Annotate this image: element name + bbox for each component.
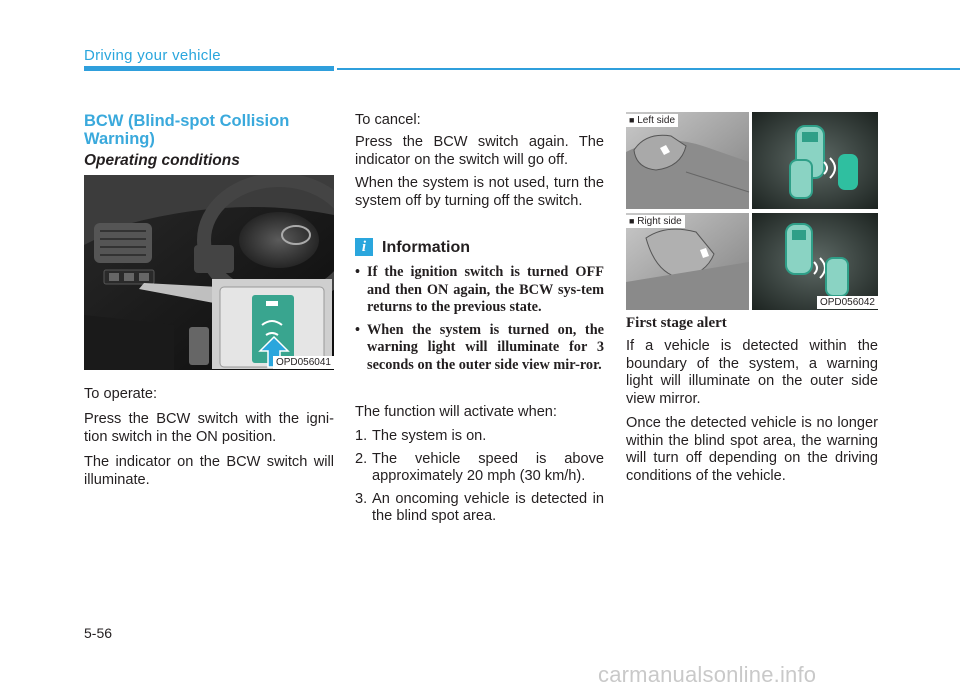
list-item bbox=[355, 491, 604, 526]
info-icon: i bbox=[355, 238, 373, 256]
watermark: carmanualsonline.info bbox=[598, 662, 817, 687]
header-bar bbox=[84, 66, 334, 71]
indicator-text: The indicator on the BCW switch will illuminate. bbox=[84, 454, 334, 488]
operate-text: Press the BCW switch with the igni-tion switch in the ON position. bbox=[84, 411, 334, 445]
figure-code: OPD056042 bbox=[817, 296, 878, 309]
list-item: • If the ignition switch is turned OFF and then ON again, the BCW sys-tem returns to the previous state. bbox=[355, 264, 604, 317]
dashboard-figure bbox=[84, 175, 334, 370]
cancel-label: To cancel: bbox=[355, 112, 421, 128]
alert-heading: First stage alert bbox=[626, 315, 727, 331]
mirror-illustration bbox=[626, 112, 878, 310]
info-bullets bbox=[355, 264, 604, 379]
list-item bbox=[355, 451, 604, 486]
section-heading: BCW (Blind-spot Collision Warning) bbox=[84, 112, 290, 148]
activate-intro: The function will activate when: bbox=[355, 404, 557, 420]
section-title: Driving your vehicle bbox=[84, 47, 221, 64]
step-number: 2. bbox=[355, 450, 368, 467]
step-number: 3. bbox=[355, 490, 368, 507]
alert-text-1: If a vehicle is detected within the boundary of the system, a warning light will illuminate on the outer side view mirror. bbox=[626, 338, 878, 407]
label-text: Left side bbox=[637, 115, 676, 126]
step-number: 1. bbox=[355, 428, 368, 444]
mirror-figure bbox=[626, 112, 878, 310]
turn-off-text: When the system is not used, turn the system off by turning off the switch. bbox=[355, 175, 604, 209]
label-text: Right side bbox=[637, 216, 682, 227]
list-item: • When the system is turned on, the warning light will illuminate for 3 seconds on the outer side view mir-ror. bbox=[355, 322, 604, 375]
subheading: Operating conditions bbox=[84, 152, 240, 169]
dashboard-illustration bbox=[84, 175, 334, 370]
alert-text-2: Once the detected vehicle is no longer within the blind spot area, the warning will turn off depending on the driving conditions of the vehicle. bbox=[626, 415, 878, 484]
page-number: 5-56 bbox=[84, 625, 113, 641]
label-right-side bbox=[626, 215, 685, 228]
activation-steps bbox=[355, 428, 604, 531]
label-left-side bbox=[626, 114, 678, 127]
cancel-text: Press the BCW switch again. The indicator on the switch will go off. bbox=[355, 134, 604, 168]
step-text: The system is on. bbox=[372, 428, 487, 444]
step-text: The vehicle speed is above approximately 20 mph (30 km/h). bbox=[372, 450, 604, 484]
square-bullet-icon: ■ bbox=[629, 216, 635, 226]
step-text: An oncoming vehicle is detected in the blind spot area. bbox=[372, 490, 604, 524]
square-bullet-icon: ■ bbox=[629, 115, 635, 125]
figure-code: OPD056041 bbox=[273, 356, 334, 369]
list-item bbox=[355, 428, 604, 446]
header-rule bbox=[337, 68, 960, 70]
operate-label: To operate: bbox=[84, 386, 158, 402]
info-title: Information bbox=[382, 239, 470, 256]
